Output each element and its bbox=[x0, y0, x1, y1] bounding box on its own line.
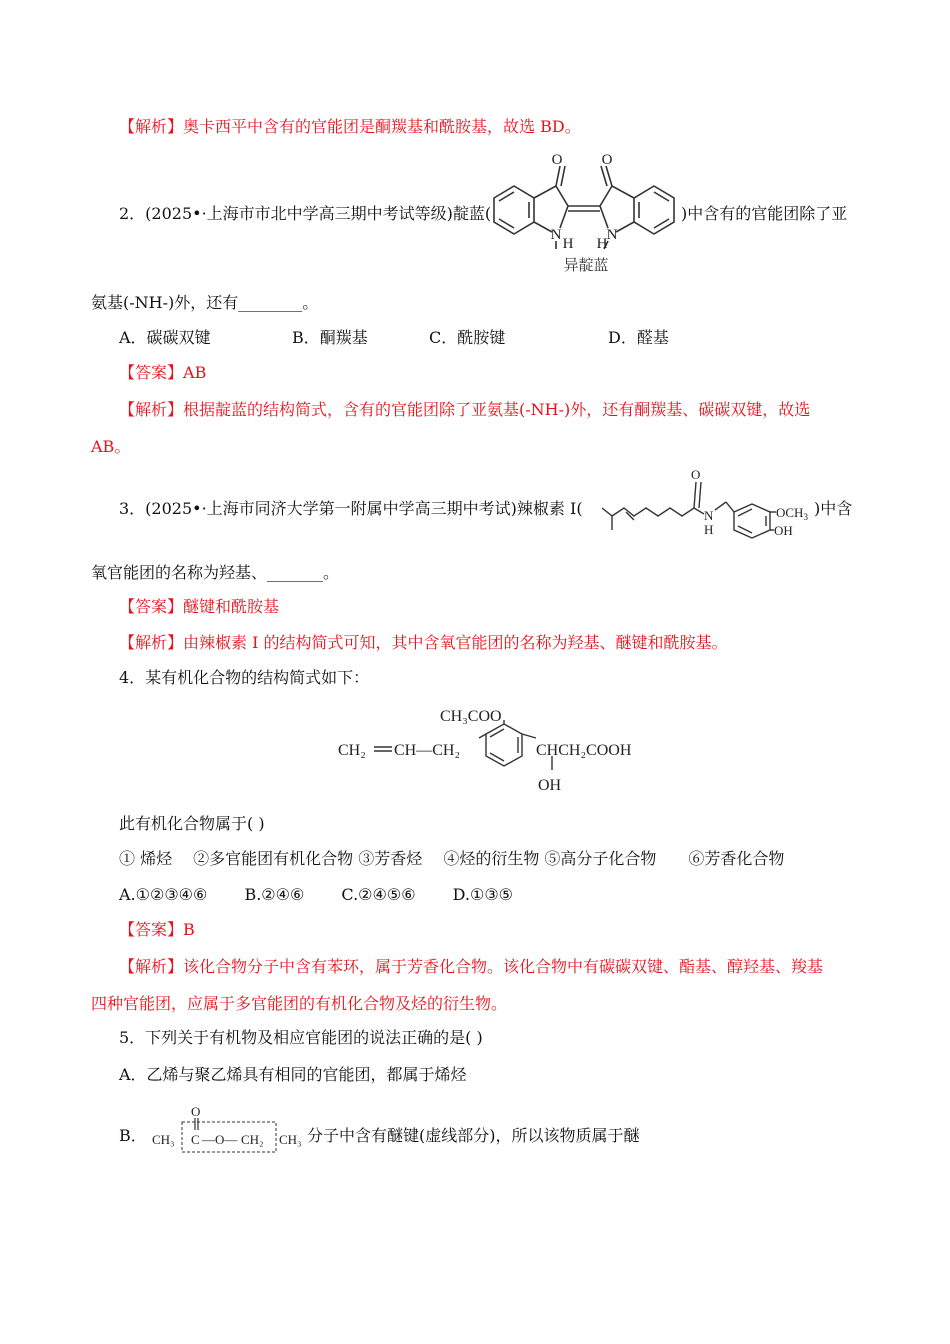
q3-stem-line2: 氧官能团的名称为羟基、_______。 bbox=[91, 563, 340, 582]
q5-struct-ch3-right: CH₃ bbox=[279, 1132, 302, 1147]
q4-answer bbox=[119, 919, 195, 941]
q4-choices: ① 烯烃 ②多官能团有机化合物 ③芳香烃 ④烃的衍生物 ⑤高分子化合物 ⑥芳香化合物 bbox=[119, 849, 785, 868]
answer-label: 【答案】 bbox=[119, 920, 184, 939]
analysis-text: 奥卡西平中含有的官能团是酮羰基和酰胺基，故选 BD。 bbox=[183, 117, 581, 136]
answer-text: 醚键和酰胺基 bbox=[183, 597, 280, 616]
q2-answer bbox=[119, 362, 206, 384]
q5-struct-ch2: CH₂ bbox=[241, 1132, 264, 1147]
answer-text: B bbox=[183, 920, 195, 939]
svg-text:OCH3 bbox=[776, 505, 808, 522]
indigo-n-right: N bbox=[606, 227, 618, 243]
q2-option-c: C．酰胺键 bbox=[429, 328, 506, 347]
q3-analysis bbox=[119, 632, 728, 654]
capsaicin-o: O bbox=[691, 467, 701, 482]
q4-struct-left-a: CH₂ bbox=[338, 742, 366, 759]
analysis-text: 由辣椒素 I 的结构简式可知，其中含氧官能团的名称为羟基、醚键和酰胺基。 bbox=[183, 633, 728, 652]
indigo-h-left: H bbox=[562, 236, 574, 252]
analysis-label: 【解析】 bbox=[119, 633, 184, 652]
q2-option-b: B．酮羰基 bbox=[292, 328, 368, 347]
capsaicin-h: H bbox=[704, 522, 714, 537]
q2-stem-cont bbox=[681, 203, 847, 225]
analysis-text: 根据靛蓝的结构简式，含有的官能团除了亚氨基(-NH-)外，还有酮羰基、碳碳双键，故选 bbox=[183, 400, 811, 419]
q2-analysis-cont: AB。 bbox=[91, 437, 131, 456]
capsaicin-och3: OCH bbox=[776, 505, 804, 520]
q4-options: A.①②③④⑥ B.②④⑥ C.②④⑤⑥ D.①③⑤ bbox=[119, 885, 514, 904]
capsaicin-n: N bbox=[704, 508, 714, 523]
q2-option-a: A．碳碳双键 bbox=[119, 328, 211, 347]
analysis-label: 【解析】 bbox=[119, 957, 184, 976]
q5-struct-c: C bbox=[191, 1132, 200, 1147]
q3-stem-cont bbox=[814, 498, 852, 520]
q2-stem-text: 2．(2025•·上海市市北中学高三期中考试等级)靛蓝( bbox=[119, 204, 492, 223]
indigo-h-right: H bbox=[596, 236, 608, 252]
q3-stem bbox=[119, 498, 583, 520]
q4-struct-left-b: CH—CH₂ bbox=[394, 742, 461, 759]
q4-analysis bbox=[119, 956, 823, 978]
q4-struct-bottom: OH bbox=[538, 777, 562, 794]
q3-stem-text-2: )中含 bbox=[814, 499, 853, 518]
q5-option-b-text: 分子中含有醚键(虚线部分)，所以该物质属于醚 bbox=[307, 1126, 640, 1145]
q5-struct-o-link: —O— bbox=[202, 1132, 238, 1147]
indigo-structure-image bbox=[488, 144, 682, 280]
indigo-o-left: O bbox=[551, 152, 563, 168]
q2-stem bbox=[119, 203, 491, 225]
capsaicin-structure-image bbox=[600, 464, 814, 540]
q2-analysis bbox=[119, 399, 810, 421]
q4-analysis-cont: 四种官能团，应属于多官能团的有机化合物及烃的衍生物。 bbox=[91, 994, 508, 1013]
q5-option-a: A．乙烯与聚乙烯具有相同的官能团，都属于烯烃 bbox=[119, 1065, 467, 1084]
indigo-n-left: N bbox=[550, 227, 562, 243]
q3-answer bbox=[119, 596, 279, 618]
answer-label: 【答案】 bbox=[119, 363, 184, 382]
q2-option-d: D．醛基 bbox=[608, 328, 669, 347]
q2-stem-text-2: )中含有的官能团除了亚 bbox=[681, 204, 848, 223]
q5-stem: 5．下列关于有机物及相应官能团的说法正确的是( ) bbox=[119, 1028, 483, 1047]
q5-struct-o: O bbox=[191, 1104, 201, 1119]
q4-struct-top: CH₃COO bbox=[440, 708, 502, 725]
q4-prompt: 此有机化合物属于( ) bbox=[119, 814, 265, 833]
q2-stem-line2 bbox=[91, 292, 318, 314]
q5-struct-ch3-left: CH₃ bbox=[152, 1132, 175, 1147]
q4-struct-right: CHCH₂COOH bbox=[536, 742, 632, 759]
q5-option-b-label: B． bbox=[119, 1126, 147, 1145]
capsaicin-oh: OH bbox=[774, 523, 793, 538]
q2-stem-text-3: 氨基(-NH-)外，还有________。 bbox=[91, 293, 319, 312]
analysis-label: 【解析】 bbox=[119, 117, 184, 136]
indigo-o-right: O bbox=[601, 152, 613, 168]
q3-stem-text: 3．(2025•·上海市同济大学第一附属中学高三期中考试)辣椒素 I( bbox=[119, 499, 583, 518]
q5-ester-structure-image bbox=[150, 1104, 310, 1156]
q4-structure-image bbox=[334, 700, 654, 800]
answer-text: AB bbox=[183, 363, 207, 382]
answer-label: 【答案】 bbox=[119, 597, 184, 616]
indigo-caption: 异靛蓝 bbox=[563, 256, 609, 274]
analysis-text: 该化合物分子中含有苯环，属于芳香化合物。该化合物中有碳碳双键、酯基、醇羟基、羧基 bbox=[183, 957, 824, 976]
analysis-label: 【解析】 bbox=[119, 400, 184, 419]
q1-analysis bbox=[119, 116, 581, 138]
capsaicin-och3-sub: 3 bbox=[803, 512, 808, 522]
q4-stem: 4．某有机化合物的结构简式如下： bbox=[119, 668, 370, 687]
